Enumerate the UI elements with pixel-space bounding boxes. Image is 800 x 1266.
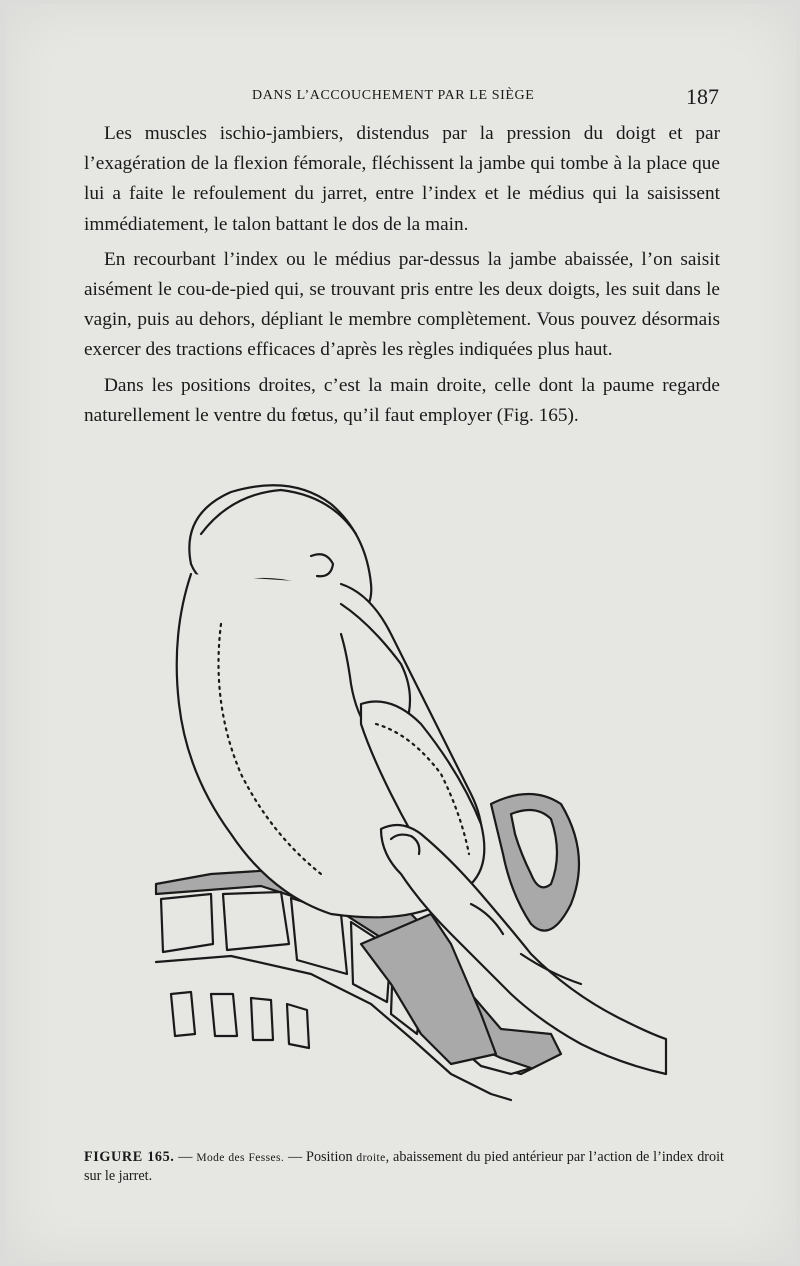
obstetric-illustration	[151, 474, 671, 1134]
caption-dash-2: — Position	[284, 1149, 357, 1165]
lower-bones	[171, 992, 309, 1048]
running-head: DANS L’ACCOUCHEMENT PAR LE SIÈGE	[252, 88, 535, 103]
book-page	[6, 4, 796, 1262]
body-text	[84, 119, 720, 436]
figure-caption	[84, 1148, 724, 1185]
caption-title: Mode des Fesses.	[196, 1152, 285, 1164]
vertebra-2	[223, 892, 289, 950]
paragraph-3: Dans les positions droites, c’est la main droite, celle dont la paume regarde naturellement le ventre du fœtus, qu’il faut employer (Fig. 165).	[84, 374, 720, 426]
vertebra-1	[161, 894, 213, 952]
paragraph-2: En recourbant l’index ou le médius par-dessus la jambe abaissée, l’on saisit aisément le cou-de-pied qui, se trouvant pris entre les deux doigts, les suit dans le vagin, puis au dehors, dépliant le membre complètement. Vous pouvez désormais exercer des tractions efficaces d’après les règles indiquées plus haut.	[84, 248, 720, 361]
caption-dash-1: —	[174, 1149, 197, 1165]
page-number: 187	[686, 84, 719, 109]
caption-text: , abaissement du pied antérieur par l’action de l’index droit sur le jarret.	[84, 1149, 725, 1184]
figure-label: FIGURE 165.	[84, 1149, 175, 1165]
paragraph-1: Les muscles ischio-jambiers, distendus par la pression du doigt et par l’exagération de la flexion fémorale, fléchissent la jambe qui tombe à la place que lui a faite le refoulement du jarret, entre l’index et le médius qui la saisissent immédiatement, le talon battant le dos de la main.	[84, 123, 720, 235]
caption-position: droite	[356, 1152, 386, 1164]
